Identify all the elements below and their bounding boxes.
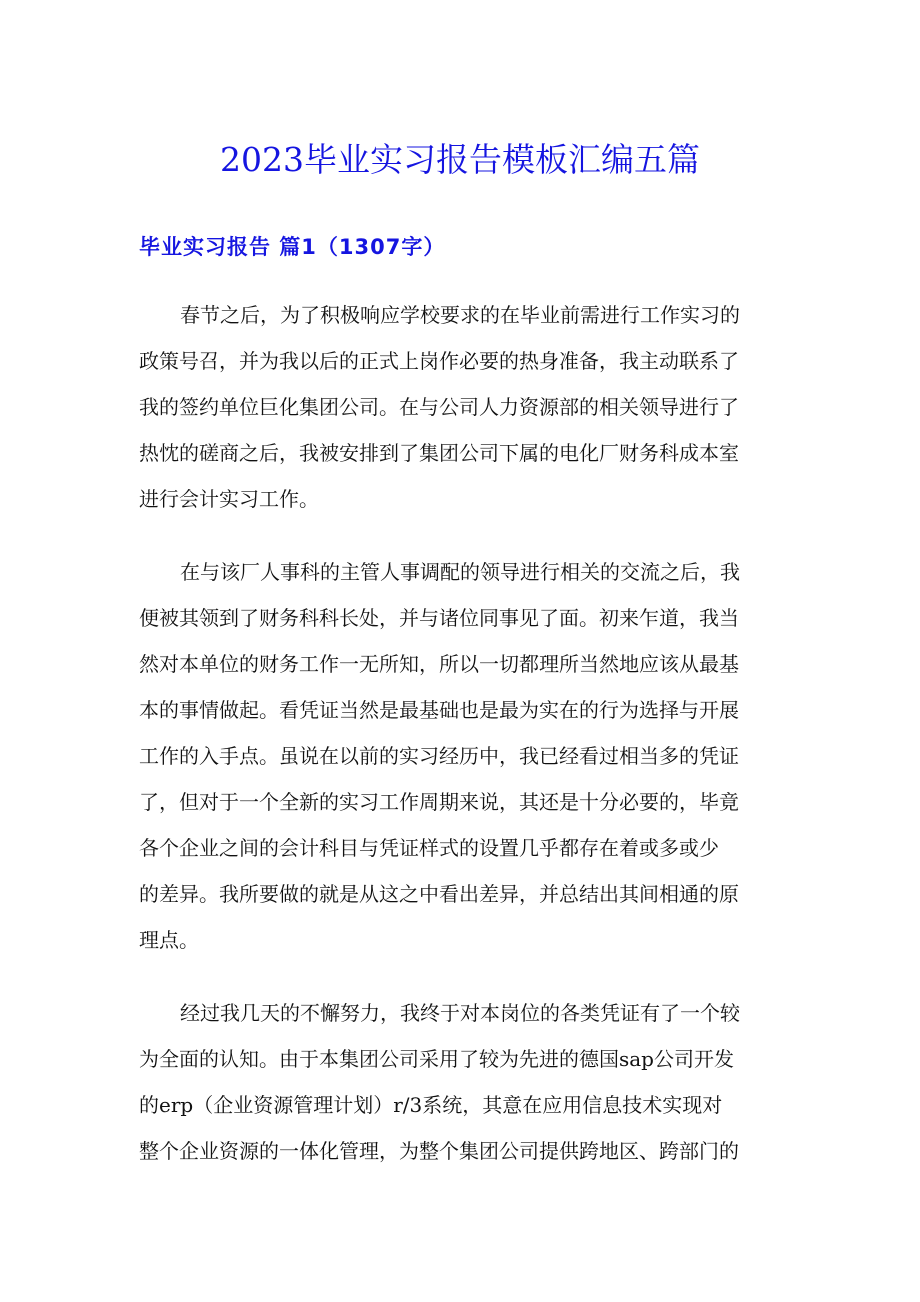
body-text bbox=[139, 292, 784, 1201]
paragraph bbox=[139, 549, 784, 963]
paragraph-line: 理点。 bbox=[139, 928, 199, 952]
paragraph-line: 工作的入手点。虽说在以前的实习经历中，我已经看过相当多的凭证 bbox=[139, 744, 739, 768]
paragraph-line: 在与该厂人事科的主管人事调配的领导进行相关的交流之后，我 bbox=[180, 560, 740, 584]
paragraph-line: 政策号召，并为我以后的正式上岗作必要的热身准备，我主动联系了 bbox=[139, 349, 739, 373]
paragraph-line: 各个企业之间的会计科目与凭证样式的设置几乎都存在着或多或少 bbox=[139, 836, 719, 860]
paragraph bbox=[139, 292, 784, 522]
paragraph-line: 本的事情做起。看凭证当然是最基础也是最为实在的行为选择与开展 bbox=[139, 698, 739, 722]
section-heading: 毕业实习报告 篇1（1307字） bbox=[139, 235, 446, 259]
paragraph-line: 然对本单位的财务工作一无所知，所以一切都理所当然地应该从最基 bbox=[139, 652, 739, 676]
paragraph-line: 的erp（企业资源管理计划）r/3系统，其意在应用信息技术实现对 bbox=[139, 1093, 723, 1117]
paragraph-line: 了，但对于一个全新的实习工作周期来说，其还是十分必要的，毕竟 bbox=[139, 790, 739, 814]
paragraph-line: 热忱的磋商之后，我被安排到了集团公司下属的电化厂财务科成本室 bbox=[139, 441, 739, 465]
paragraph-line: 整个企业资源的一体化管理，为整个集团公司提供跨地区、跨部门的 bbox=[139, 1139, 739, 1163]
paragraph-line: 的差异。我所要做的就是从这之中看出差异，并总结出其间相通的原 bbox=[139, 882, 739, 906]
paragraph-line: 春节之后，为了积极响应学校要求的在毕业前需进行工作实习的 bbox=[180, 303, 740, 327]
document-title: 2023毕业实习报告模板汇编五篇 bbox=[220, 140, 700, 179]
paragraph-line: 我的签约单位巨化集团公司。在与公司人力资源部的相关领导进行了 bbox=[139, 395, 739, 419]
paragraph bbox=[139, 990, 784, 1174]
paragraph-line: 为全面的认知。由于本集团公司采用了较为先进的德国sap公司开发 bbox=[139, 1047, 734, 1071]
paragraph-line: 进行会计实习工作。 bbox=[139, 487, 319, 511]
paragraph-line: 经过我几天的不懈努力，我终于对本岗位的各类凭证有了一个较 bbox=[180, 1001, 740, 1025]
paragraph-line: 便被其领到了财务科科长处，并与诸位同事见了面。初来乍道，我当 bbox=[139, 606, 739, 630]
